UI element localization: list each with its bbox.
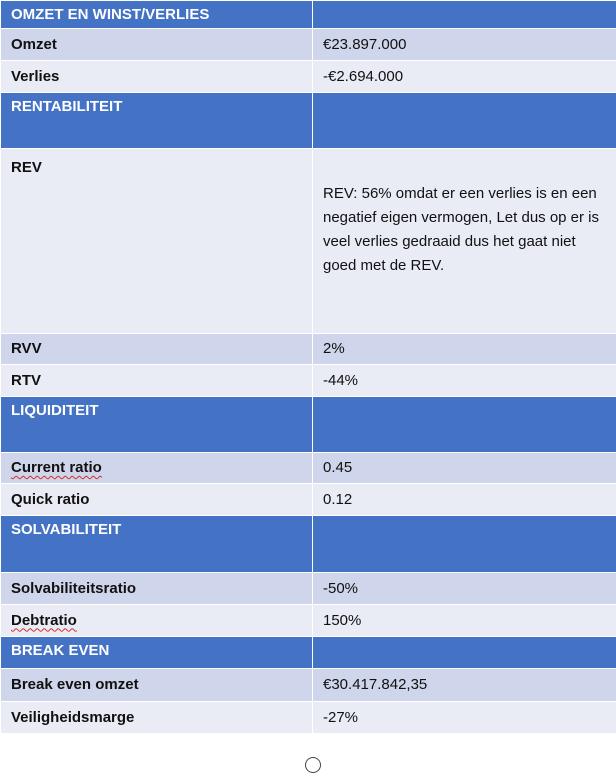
row-value-veiligheidsmarge: -27% [313, 702, 616, 734]
section-title-solvabiliteit: SOLVABILITEIT [1, 516, 313, 573]
row-label-veiligheidsmarge: Veiligheidsmarge [1, 702, 313, 734]
spellcheck-word-current: Current ratio [11, 459, 102, 476]
row-label-debtratio [1, 605, 313, 637]
table-row-solvabiliteitsratio [1, 573, 616, 605]
row-value-quick-ratio: 0.12 [313, 484, 616, 516]
row-value-rvv: 2% [313, 334, 616, 365]
row-label-quick-ratio: Quick ratio [1, 484, 313, 516]
section-header-empty [313, 637, 616, 669]
section-title-liquiditeit: LIQUIDITEIT [1, 397, 313, 453]
row-value-rtv: -44% [313, 365, 616, 397]
table-row-verlies [1, 61, 616, 93]
section-header-empty [313, 397, 616, 453]
row-label-break-even-omzet: Break even omzet [1, 669, 313, 702]
row-label-rvv: RVV [1, 334, 313, 365]
table-row-veiligheidsmarge [1, 702, 616, 734]
section-header-empty [313, 516, 616, 573]
section-header-empty [313, 1, 616, 29]
table-row-break-even-omzet [1, 669, 616, 702]
section-title-rentabiliteit: RENTABILITEIT [1, 93, 313, 149]
row-value-omzet: €23.897.000 [313, 29, 616, 61]
row-value-current-ratio: 0.45 [313, 453, 616, 484]
section-title-break-even: BREAK EVEN [1, 637, 313, 669]
row-label-verlies: Verlies [1, 61, 313, 93]
section-header-omzet [1, 1, 616, 29]
spellcheck-word-debtratio: Debtratio [11, 612, 77, 629]
section-header-liquiditeit [1, 397, 616, 453]
section-title-omzet: OMZET EN WINST/VERLIES [1, 1, 313, 29]
row-label-omzet: Omzet [1, 29, 313, 61]
row-value-verlies: -€2.694.000 [313, 61, 616, 93]
cursor-circle-icon [305, 757, 321, 773]
row-value-break-even-omzet: €30.417.842,35 [313, 669, 616, 702]
table-row-debtratio [1, 605, 616, 637]
table-row-rtv [1, 365, 616, 397]
row-value-solvabiliteitsratio: -50% [313, 573, 616, 605]
table-row-omzet [1, 29, 616, 61]
row-label-rtv: RTV [1, 365, 313, 397]
row-label-solvabiliteitsratio: Solvabiliteitsratio [1, 573, 313, 605]
section-header-solvabiliteit [1, 516, 616, 573]
row-label-rev: REV [1, 149, 313, 334]
section-header-empty [313, 93, 616, 149]
row-value-debtratio: 150% [313, 605, 616, 637]
row-value-rev-note: REV: 56% omdat er een verlies is en een negatief eigen vermogen, Let dus op er is veel verlies gedraaid dus het gaat niet goed met de REV. [313, 149, 616, 334]
table-row-current-ratio [1, 453, 616, 484]
section-header-break-even [1, 637, 616, 669]
table-row-rvv [1, 334, 616, 365]
table-row-quick-ratio [1, 484, 616, 516]
row-label-current-ratio [1, 453, 313, 484]
section-header-rentabiliteit [1, 93, 616, 149]
table-row-rev [1, 149, 616, 334]
